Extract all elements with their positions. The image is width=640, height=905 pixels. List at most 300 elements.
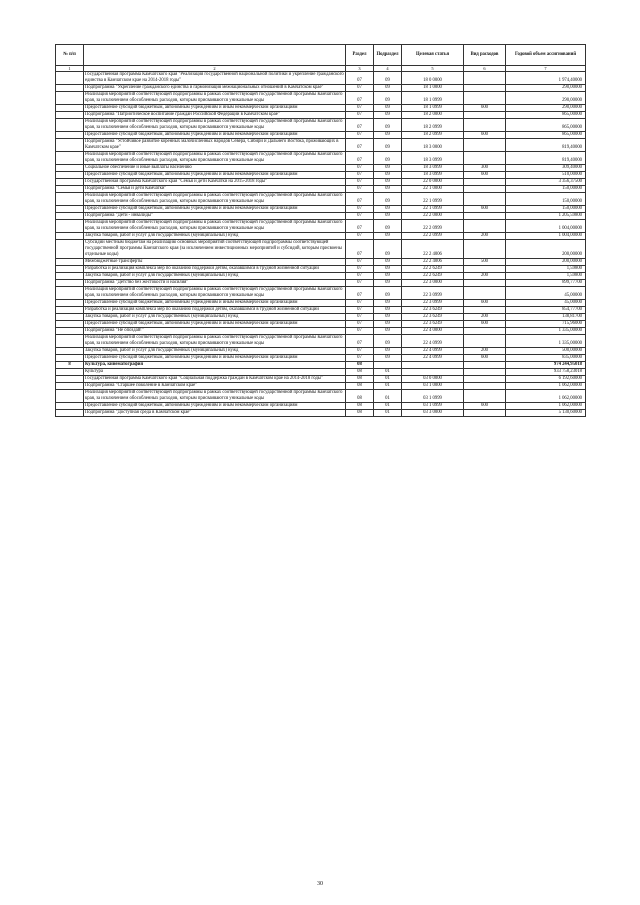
- cell-exptype: [464, 362, 506, 369]
- cell-num: [56, 213, 84, 220]
- table-row: [56, 335, 586, 348]
- cell-exptype: [464, 240, 506, 259]
- cell-exptype: 300: [464, 165, 506, 172]
- cell-target: 03 0 0000: [402, 376, 464, 383]
- cell-name: Культура, кинематография: [84, 362, 346, 369]
- cell-target: 22 3 6249: [402, 314, 464, 321]
- table-row: [56, 376, 586, 383]
- cell-name: Предоставление субсидий бюджетным, автономным учреждениям и иным некоммерческим организациям: [84, 105, 346, 112]
- cell-exptype: [464, 383, 506, 390]
- cell-section: 07: [346, 240, 374, 259]
- cell-subsection: 09: [374, 355, 402, 362]
- cell-exptype: 200: [464, 233, 506, 240]
- cell-subsection: 09: [374, 328, 402, 335]
- cell-num: 8: [56, 362, 84, 369]
- cell-target: 22 4 0999: [402, 335, 464, 348]
- cell-amount: 150,00000: [506, 193, 586, 206]
- cell-target: 22 4 0999: [402, 348, 464, 355]
- cell-subsection: 09: [374, 165, 402, 172]
- cell-section: 07: [346, 186, 374, 193]
- colnum-6: 6: [464, 66, 506, 72]
- cell-exptype: [464, 152, 506, 165]
- cell-subsection: 09: [374, 321, 402, 328]
- cell-name: Реализация мероприятий соответствующей подпрограммы в рамках соответствующей государственной программы Камчатского края, за исключением обособленных расходов, которым присваиваются уникальные коды: [84, 390, 346, 403]
- cell-section: 07: [346, 287, 374, 300]
- cell-section: 07: [346, 233, 374, 240]
- cell-subsection: 09: [374, 139, 402, 152]
- cell-amount: 835,00000: [506, 355, 586, 362]
- cell-name: Предоставление субсидий бюджетным, автономным учреждениям и иным некоммерческим организациям: [84, 300, 346, 307]
- cell-name: Разработка и реализация комплекса мер по оказанию поддержки детям, оказавшимся в трудной жизненной ситуации: [84, 266, 346, 273]
- cell-subsection: 09: [374, 220, 402, 233]
- cell-exptype: [464, 287, 506, 300]
- cell-subsection: 09: [374, 259, 402, 266]
- cell-num: [56, 376, 84, 383]
- cell-name: Реализация мероприятий соответствующей подпрограммы в рамках соответствующей государственной программы Камчатского края, за исключением обособленных расходов, которым присваиваются уникальные коды: [84, 287, 346, 300]
- cell-exptype: [464, 307, 506, 314]
- cell-section: 07: [346, 85, 374, 92]
- table-row: [56, 266, 586, 273]
- cell-exptype: 200: [464, 273, 506, 280]
- cell-subsection: 01: [374, 403, 402, 410]
- cell-target: 22 3 0000: [402, 280, 464, 287]
- cell-target: 18 3 0999: [402, 165, 464, 172]
- cell-amount: 1 062,00000: [506, 403, 586, 410]
- cell-name: Субсидии местным бюджетам на реализацию основных мероприятий соответствующей подпрограммы соответствующей государственной программы Камчатского края (за исключением инвестиционных мероприятий и субсидий, которым присвоены отдельные коды): [84, 240, 346, 259]
- cell-amount: 309,40000: [506, 165, 586, 172]
- cell-section: 07: [346, 165, 374, 172]
- cell-amount: 715,96000: [506, 321, 586, 328]
- cell-section: 07: [346, 266, 374, 273]
- cell-exptype: 600: [464, 300, 506, 307]
- cell-target: 18 3 0999: [402, 172, 464, 179]
- cell-amount: 865,00000: [506, 132, 586, 139]
- table-row: [56, 132, 586, 139]
- table-header-row: [56, 45, 586, 66]
- cell-name: Культура: [84, 369, 346, 376]
- cell-amount: 290,00000: [506, 85, 586, 92]
- cell-section: 08: [346, 383, 374, 390]
- cell-subsection: 09: [374, 92, 402, 105]
- cell-amount: 1 335,00000: [506, 328, 586, 335]
- cell-amount: 45,00000: [506, 287, 586, 300]
- colnum-3: 3: [346, 66, 374, 72]
- table-row: [56, 72, 586, 85]
- cell-subsection: 01: [374, 369, 402, 376]
- cell-amount: 1 062,00000: [506, 390, 586, 403]
- cell-name: Подпрограмма "Детство без жестокости и насилия": [84, 280, 346, 287]
- cell-name: Разработка и реализация комплекса мер по оказанию поддержки детям, оказавшимся в трудной жизненной ситуации: [84, 307, 346, 314]
- cell-section: 07: [346, 213, 374, 220]
- cell-exptype: [464, 139, 506, 152]
- cell-name: Межбюджетные трансферты: [84, 259, 346, 266]
- header-exptype: Вид расходов: [464, 45, 506, 66]
- cell-num: [56, 321, 84, 328]
- table-row: [56, 314, 586, 321]
- cell-section: 07: [346, 172, 374, 179]
- cell-num: [56, 383, 84, 390]
- cell-num: [56, 314, 84, 321]
- cell-name: Государственная программа Камчатского края "Реализация государственной национальной политики и укрепление гражданского единства в Камчатском крае на 2014-2018 годы": [85, 72, 344, 83]
- cell-exptype: [464, 186, 506, 193]
- cell-num: [56, 85, 84, 92]
- cell-name: Подпрограмма "Патриотическое воспитание граждан Российской Федерации в Камчатском крае": [84, 112, 346, 119]
- cell-subsection: 09: [374, 179, 402, 186]
- cell-subsection: 09: [374, 273, 402, 280]
- cell-amount: 1,59800: [506, 266, 586, 273]
- cell-amount: 899,77700: [506, 280, 586, 287]
- cell-section: 07: [346, 355, 374, 362]
- cell-subsection: 01: [374, 376, 402, 383]
- cell-amount: 510,00000: [506, 172, 586, 179]
- cell-amount: 45,00000: [506, 300, 586, 307]
- header-name: [84, 45, 346, 66]
- cell-section: 07: [346, 179, 374, 186]
- table-row: [56, 259, 586, 266]
- cell-name: Предоставление субсидий бюджетным, автономным учреждениям и иным некоммерческим организациям: [84, 403, 346, 410]
- cell-target: 22 0 0000: [402, 179, 464, 186]
- table-row: [56, 287, 586, 300]
- cell-subsection: [374, 362, 402, 369]
- cell-section: 07: [346, 112, 374, 119]
- table-row: [56, 105, 586, 112]
- cell-exptype: [464, 193, 506, 206]
- cell-exptype: [464, 390, 506, 403]
- cell-amount: 290,00000: [506, 92, 586, 105]
- header-subsection: Подраздел: [374, 45, 402, 66]
- cell-target: 18 1 0999: [402, 105, 464, 112]
- cell-amount: 1 205,59800: [506, 213, 586, 220]
- cell-section: 07: [346, 119, 374, 132]
- cell-subsection: 09: [374, 348, 402, 355]
- cell-target: [402, 362, 464, 369]
- cell-name: Государственная программа Камчатского края "Семья и дети Камчатки на 2015-2018 годы": [84, 179, 346, 186]
- cell-subsection: 09: [374, 119, 402, 132]
- cell-amount: 1 004,00000: [506, 220, 586, 233]
- cell-section: 07: [346, 273, 374, 280]
- budget-table: [55, 44, 586, 417]
- cell-target: 03 1 0999: [402, 390, 464, 403]
- cell-subsection: 09: [374, 85, 402, 92]
- cell-amount: 1 004,00000: [506, 233, 586, 240]
- cell-num: [56, 287, 84, 300]
- cell-amount: 854,77700: [506, 307, 586, 314]
- cell-exptype: [464, 220, 506, 233]
- cell-name: Реализация мероприятий соответствующей подпрограммы в рамках соответствующей государственной программы Камчатского края, за исключением обособленных расходов, которым присваиваются уникальные коды: [84, 119, 346, 132]
- cell-section: 07: [346, 206, 374, 213]
- cell-subsection: 09: [374, 132, 402, 139]
- cell-target: 22 3 0999: [402, 287, 464, 300]
- cell-exptype: [464, 369, 506, 376]
- cell-amount: 500,00000: [506, 348, 586, 355]
- cell-num: [56, 280, 84, 287]
- cell-subsection: 09: [374, 314, 402, 321]
- table-row: [56, 233, 586, 240]
- cell-num: [56, 403, 84, 410]
- cell-name: Предоставление субсидий бюджетным, автономным учреждениям и иным некоммерческим организациям: [84, 321, 346, 328]
- cell-subsection: 01: [374, 410, 402, 417]
- cell-target: 22 2 6249: [402, 266, 464, 273]
- cell-num: [56, 172, 84, 179]
- cell-exptype: 600: [464, 172, 506, 179]
- cell-name: Предоставление субсидий бюджетным, автономным учреждениям и иным некоммерческим организациям: [84, 206, 346, 213]
- cell-section: 07: [346, 259, 374, 266]
- cell-num: [56, 300, 84, 307]
- table-row: [56, 383, 586, 390]
- cell-section: 08: [346, 410, 374, 417]
- table-row: [56, 300, 586, 307]
- cell-subsection: 09: [374, 280, 402, 287]
- cell-exptype: 600: [464, 355, 506, 362]
- cell-subsection: 09: [374, 240, 402, 259]
- cell-num: [56, 273, 84, 280]
- cell-exptype: 500: [464, 259, 506, 266]
- cell-exptype: [464, 112, 506, 119]
- cell-section: 07: [346, 335, 374, 348]
- table-row: [56, 240, 586, 259]
- cell-name: Закупка товаров, работ и услуг для государственных (муниципальных) нужд: [84, 348, 346, 355]
- page-number: 30: [317, 881, 323, 887]
- cell-target: [402, 369, 464, 376]
- cell-num: [56, 112, 84, 119]
- cell-section: 07: [346, 72, 374, 85]
- cell-target: 18 2 0000: [402, 112, 464, 119]
- cell-target: 03 1 0999: [402, 403, 464, 410]
- cell-amount: 1 974,40000: [506, 72, 586, 85]
- header-amount: Годовой объем ассигнований: [506, 45, 586, 66]
- cell-num: [56, 266, 84, 273]
- cell-num: [56, 193, 84, 206]
- cell-section: 08: [346, 369, 374, 376]
- cell-exptype: 200: [464, 314, 506, 321]
- cell-exptype: [464, 328, 506, 335]
- cell-exptype: [464, 280, 506, 287]
- cell-num: [56, 92, 84, 105]
- cell-amount: 150,00000: [506, 206, 586, 213]
- table-row: [56, 213, 586, 220]
- cell-exptype: 200: [464, 348, 506, 355]
- cell-subsection: 09: [374, 307, 402, 314]
- cell-num: [56, 348, 84, 355]
- cell-num: [56, 132, 84, 139]
- cell-section: 07: [346, 314, 374, 321]
- header-num: № п/п: [56, 45, 84, 66]
- table-row: [56, 390, 586, 403]
- cell-exptype: [464, 119, 506, 132]
- cell-num: [56, 186, 84, 193]
- cell-target: 18 0 0000: [402, 72, 464, 85]
- cell-amount: 138,81700: [506, 314, 586, 321]
- cell-target: 22 1 0000: [402, 186, 464, 193]
- cell-subsection: 09: [374, 335, 402, 348]
- cell-section: 08: [346, 403, 374, 410]
- cell-subsection: 01: [374, 383, 402, 390]
- cell-exptype: [464, 85, 506, 92]
- cell-subsection: 09: [374, 193, 402, 206]
- table-row: [56, 273, 586, 280]
- cell-num: [56, 369, 84, 376]
- cell-subsection: 09: [374, 206, 402, 213]
- cell-name: Предоставление субсидий бюджетным, автономным учреждениям и иным некоммерческим организациям: [84, 132, 346, 139]
- table-row: [56, 307, 586, 314]
- cell-num: [56, 355, 84, 362]
- table-row: [56, 220, 586, 233]
- cell-name: Реализация мероприятий соответствующей подпрограммы в рамках соответствующей государственной программы Камчатского края, за исключением обособленных расходов, которым присваиваются уникальные коды: [84, 152, 346, 165]
- budget-table-sheet: [55, 44, 585, 417]
- cell-name: Подпрограмма "Доступная среда в Камчатском крае": [84, 410, 346, 417]
- table-row: [56, 179, 586, 186]
- cell-num: [56, 307, 84, 314]
- cell-exptype: [464, 179, 506, 186]
- cell-section: 07: [346, 280, 374, 287]
- cell-num: [56, 233, 84, 240]
- cell-amount: 1,59800: [506, 273, 586, 280]
- cell-num: [56, 390, 84, 403]
- cell-target: 22 3 0999: [402, 300, 464, 307]
- cell-target: 22 1 0999: [402, 193, 464, 206]
- cell-exptype: 600: [464, 403, 506, 410]
- cell-amount: 150,00000: [506, 186, 586, 193]
- cell-section: 07: [346, 348, 374, 355]
- cell-amount: 1 335,00000: [506, 335, 586, 348]
- cell-subsection: 09: [374, 233, 402, 240]
- cell-exptype: [464, 376, 506, 383]
- header-section: Раздел: [346, 45, 374, 66]
- table-row: [56, 280, 586, 287]
- cell-amount: 290,00000: [506, 105, 586, 112]
- header-target: Целевая статья: [402, 45, 464, 66]
- cell-num: [56, 220, 84, 233]
- cell-name: Закупка товаров, работ и услуг для государственных (муниципальных) нужд: [84, 273, 346, 280]
- cell-target: 22 2 0999: [402, 220, 464, 233]
- cell-section: 08: [346, 362, 374, 369]
- cell-section: 08: [346, 390, 374, 403]
- cell-target: 22 2 6249: [402, 273, 464, 280]
- cell-name: Реализация мероприятий соответствующей подпрограммы в рамках соответствующей государственной программы Камчатского края, за исключением обособленных расходов, которым присваиваются уникальные коды: [84, 335, 346, 348]
- table-row: [56, 92, 586, 105]
- colnum-4: 4: [374, 66, 402, 72]
- cell-num: [56, 119, 84, 132]
- cell-num: [56, 206, 84, 213]
- cell-amount: 819,40000: [506, 139, 586, 152]
- cell-section: 07: [346, 139, 374, 152]
- cell-name: Предоставление субсидий бюджетным, автономным учреждениям и иным некоммерческим организациям: [84, 355, 346, 362]
- cell-section: 07: [346, 92, 374, 105]
- cell-section: 07: [346, 105, 374, 112]
- cell-num: [56, 240, 84, 259]
- table-row: [56, 139, 586, 152]
- cell-subsection: 09: [374, 287, 402, 300]
- cell-name: Закупка товаров, работ и услуг для государственных (муниципальных) нужд: [84, 314, 346, 321]
- cell-num: [56, 328, 84, 335]
- cell-num: [56, 410, 84, 417]
- cell-name: Подпрограмма "Укрепление гражданского единства и гармонизация межнациональных отношений в Камчатском крае": [84, 85, 346, 92]
- cell-target: 03 1 0000: [402, 383, 464, 390]
- colnum-1: 1: [56, 66, 84, 72]
- table-row: [56, 321, 586, 328]
- cell-target: 18 1 0000: [402, 85, 464, 92]
- cell-amount: 200,00000: [506, 240, 586, 259]
- cell-section: 07: [346, 328, 374, 335]
- cell-section: 07: [346, 220, 374, 233]
- cell-name: Закупка товаров, работ и услуг для государственных (муниципальных) нужд: [84, 233, 346, 240]
- cell-section: 08: [346, 376, 374, 383]
- cell-target: 18 1 0999: [402, 92, 464, 105]
- cell-subsection: 09: [374, 105, 402, 112]
- cell-name: Подпрограмма "Дети - инвалиды": [84, 213, 346, 220]
- table-row: [56, 355, 586, 362]
- table-row: [56, 85, 586, 92]
- colnum-2: 2: [84, 66, 346, 72]
- table-row: [56, 348, 586, 355]
- cell-target: 22 2 4006: [402, 259, 464, 266]
- cell-name: Предоставление субсидий бюджетным, автономным учреждениям и иным некоммерческим организациям: [84, 172, 346, 179]
- cell-target: 18 2 0999: [402, 119, 464, 132]
- table-body: [56, 72, 586, 417]
- colnum-5: 5: [402, 66, 464, 72]
- cell-num: [56, 139, 84, 152]
- cell-target: 22 4 0000: [402, 328, 464, 335]
- cell-section: 07: [346, 193, 374, 206]
- cell-name: Социальное обеспечение и иные выплаты населению: [84, 165, 346, 172]
- table-row: [56, 186, 586, 193]
- cell-amount: 865,00000: [506, 119, 586, 132]
- cell-num: [56, 72, 84, 85]
- table-row: [56, 369, 586, 376]
- table-row: [56, 328, 586, 335]
- cell-target: 18 3 0000: [402, 139, 464, 152]
- cell-target: 18 3 0999: [402, 152, 464, 165]
- cell-name: Подпрограмма "Устойчивое развитие коренных малочисленных народов Севера, Сибири и Дальнего Востока, проживающих в Камчатском крае": [84, 139, 346, 152]
- cell-num: [56, 165, 84, 172]
- cell-section: 07: [346, 307, 374, 314]
- cell-exptype: [464, 335, 506, 348]
- cell-exptype: [464, 410, 506, 417]
- cell-name: Государственная программа Камчатского края "Социальная поддержка граждан в Камчатском крае на 2014-2018 годы": [84, 376, 346, 383]
- cell-amount: 1 062,00000: [506, 383, 586, 390]
- cell-amount: 865,00000: [506, 112, 586, 119]
- cell-exptype: 600: [464, 105, 506, 112]
- cell-target: 22 4 0999: [402, 355, 464, 362]
- cell-exptype: 600: [464, 132, 506, 139]
- cell-exptype: 600: [464, 206, 506, 213]
- cell-num: [56, 105, 84, 112]
- cell-target: 18 2 0999: [402, 132, 464, 139]
- cell-subsection: 09: [374, 172, 402, 179]
- cell-subsection: 09: [374, 152, 402, 165]
- cell-target: 22 2 0999: [402, 233, 464, 240]
- cell-section: 07: [346, 321, 374, 328]
- cell-subsection: 09: [374, 213, 402, 220]
- cell-subsection: 09: [374, 186, 402, 193]
- cell-name: Реализация мероприятий соответствующей подпрограммы в рамках соответствующей государственной программы Камчатского края, за исключением обособленных расходов, которым присваиваются уникальные коды: [84, 92, 346, 105]
- cell-name: Реализация мероприятий соответствующей подпрограммы в рамках соответствующей государственной программы Камчатского края, за исключением обособленных расходов, которым присваиваются уникальные коды: [84, 220, 346, 233]
- table-row: [56, 206, 586, 213]
- cell-num: [56, 179, 84, 186]
- table-row: [56, 172, 586, 179]
- table-row: [56, 112, 586, 119]
- cell-amount: 5 130,60000: [506, 410, 586, 417]
- cell-subsection: 09: [374, 300, 402, 307]
- cell-amount: 6 192,60000: [506, 376, 586, 383]
- cell-num: [56, 259, 84, 266]
- cell-section: 07: [346, 152, 374, 165]
- cell-exptype: [464, 72, 506, 85]
- cell-section: 07: [346, 300, 374, 307]
- cell-amount: 933 758,23018: [506, 369, 586, 376]
- table-row: [56, 165, 586, 172]
- cell-target: 22 2 0000: [402, 213, 464, 220]
